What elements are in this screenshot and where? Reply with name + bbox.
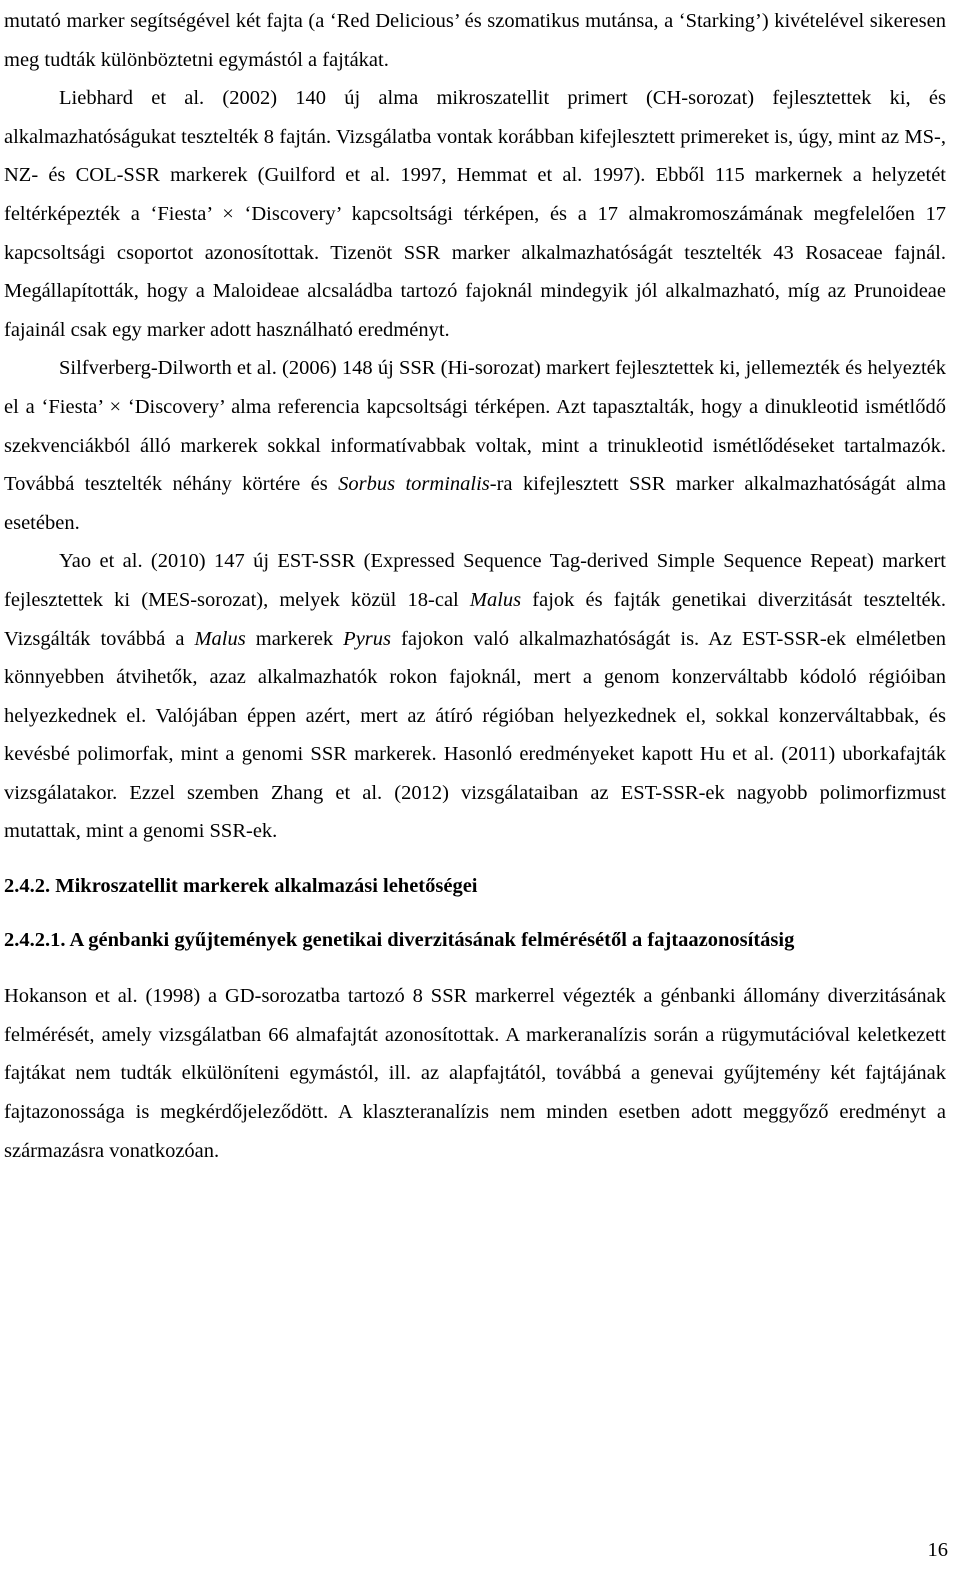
page-number: 16: [927, 1539, 948, 1561]
paragraph-yao: [4, 542, 946, 851]
text-run: Silfverberg-Dilworth et al. (2006) 148 új SSR (Hi-sorozat) markert fejlesztettek ki, jellemezték és helyezték el a ‘Fiesta’ × ‘Discovery’ alma referencia kapcsoltsági térképen. Azt tapasztalták, hogy a dinukleotid ismétlődő szekvenciákból álló markerek sokkal informatívabbak voltak, mint a trinukleotid ismétlődéseket tartalmazók. Továbbá tesztelték néhány körtére és: [4, 357, 946, 496]
italic-species-name: Sorbus torminalis: [338, 473, 490, 496]
paragraph-liebhard: Liebhard et al. (2002) 140 új alma mikroszatellit primert (CH-sorozat) fejlesztettek ki, és alkalmazhatóságukat tesztelték 8 fajtán. Vizsgálatba vontak korábban kifejlesztett primereket is, úgy, mint az MS-, NZ- és COL-SSR markerek (Guilford et al. 1997, Hemmat et al. 1997). Ebből 115 markernek a helyzetét feltérképezték a ‘Fiesta’ × ‘Discovery’ kapcsoltsági térképen, és a 17 almakromoszámának megfelelően 17 kapcsoltsági csoportot azonosítottak. Tizenöt SSR marker alkalmazhatóságát tesztelték 43 Rosaceae fajnál. Megállapították, hogy a Maloideae alcsaládba tartozó fajoknál mindegyik jól alkalmazható, míg az Prunoideae fajainál csak egy marker adott használható eredményt.: [4, 87, 946, 341]
text-run: markerek: [245, 627, 344, 650]
text-run: fajok és fajták genetikai diverzitását tesztelték. Vizsgálták továbbá a: [4, 588, 947, 650]
text-run: fajokon való alkalmazhatóságát is. Az EST-SSR-ek elméletben könnyebben átvihetők, azaz alkalmazhatók rokon fajoknál, mert a genom konzerváltabb kódoló régióiban helyezkednek el. Valójában éppen azért, mert az átíró régióban helyezkednek el, sokkal konzerváltabbak, és kevésbé polimorfak, mint a genomi SSR markerek. Hasonló eredményeket kapott Hu et al. (2011) uborkafajták vizsgálatakor. Ezzel szemben Zhang et al. (2012) vizsgálataiban az EST-SSR-ek nagyobb polimorfizmust mutattak, mint a genomi SSR-ek.: [4, 627, 946, 843]
text-run: Yao et al. (2010) 147 új EST-SSR (Expressed Sequence Tag-derived Simple Sequence Repeat) markert fejlesztettek ki (MES-sorozat), melyek közül 18-cal: [4, 550, 946, 611]
italic-genus-name: Malus: [469, 588, 522, 611]
italic-genus-name: Pyrus: [343, 627, 391, 650]
italic-genus-name: Malus: [194, 627, 246, 650]
text-run: -ra kifejlesztett SSR marker alkalmazhatóságát alma esetében.: [4, 473, 947, 534]
paragraph-silfverberg: [4, 349, 946, 542]
paragraph-hokanson: Hokanson et al. (1998) a GD-sorozatba tartozó 8 SSR markerrel végezték a génbanki állomány diverzitásának felmérését, amely vizsgálatban 66 almafajtát azonosítottak. A markeranalízis során a rügymutációval keletkezett fajtákat nem tudták elkülöníteni egymástól, ill. az alapfajtától, továbbá a genevai gyűjtemény két fajtájának fajtazonossága is megkérdőjeleződött. A klaszteranalízis nem minden esetben adott meggyőző eredményt a származásra vonatkozóan.: [4, 985, 946, 1162]
section-heading: 2.4.2. Mikroszatellit markerek alkalmazási lehetőségei: [4, 875, 478, 898]
document-page: [4, 2, 946, 1170]
subsection-heading: 2.4.2.1. A génbanki gyűjtemények genetikai diverzitásának felmérésétől a fajtaazonosításig: [4, 928, 795, 951]
paragraph-continuation: mutató marker segítségével két fajta (a ‘Red Delicious’ és szomatikus mutánsa, a ‘Starking’) kivételével sikeresen meg tudták különböztetni egymástól a fajtákat.: [4, 10, 946, 71]
